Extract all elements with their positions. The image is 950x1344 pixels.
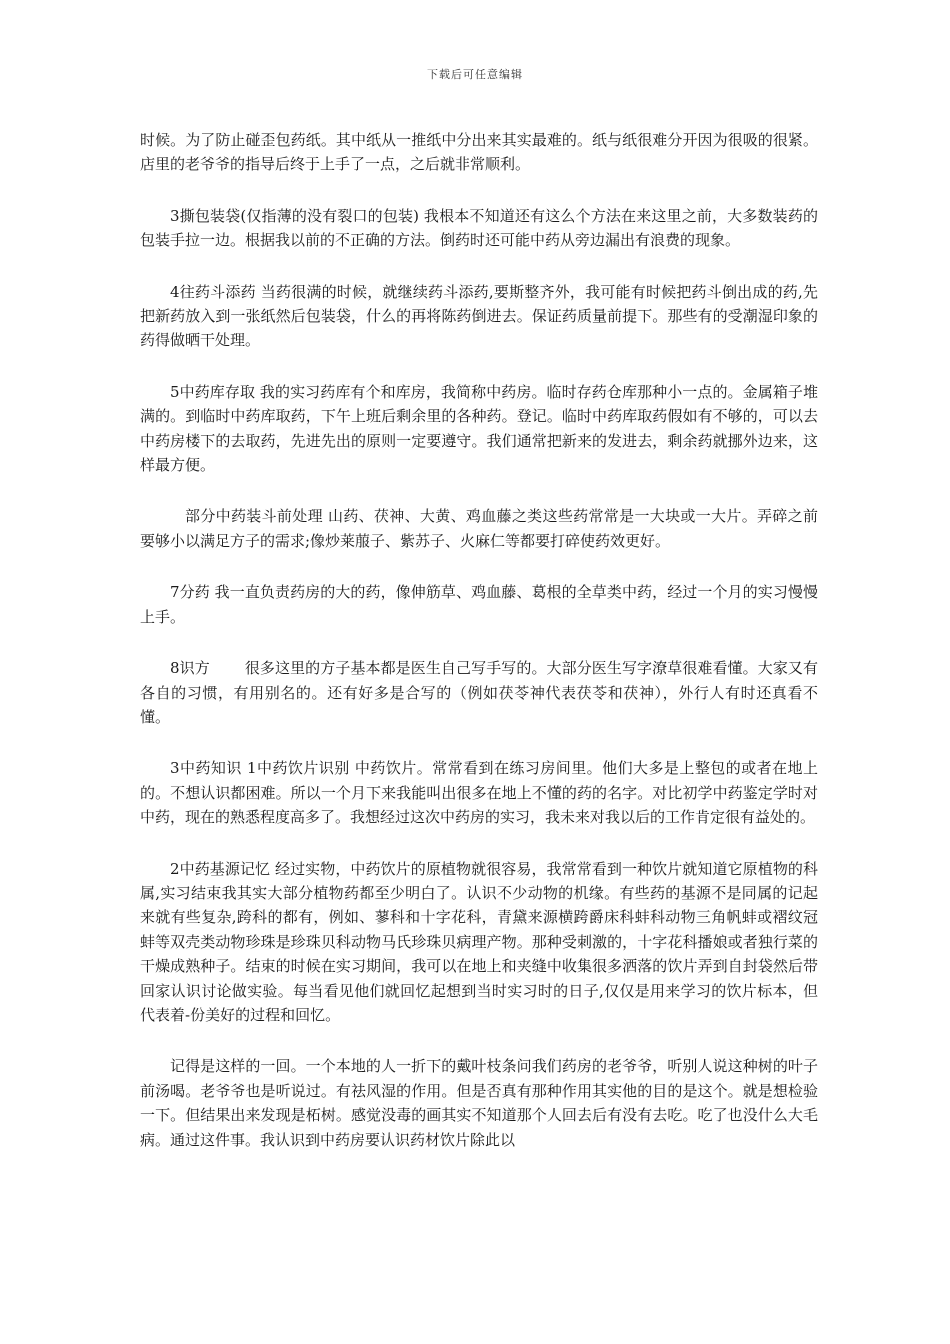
page-header: 下载后可任意编辑 — [427, 68, 523, 81]
paragraph-4: 5中药库存取 我的实习药库有个和库房，我简称中药房。临时存药仓库那种小一点的。金属箱子堆满的。到临时中药库取药，下午上班后剩余里的各种药。登记。临时中药库取药假如有不够的，可以去中药房楼下的去取药，先进先出的原则一定要遵守。我们通常把新来的发进去，剩余药就挪外边来，这样最方便。 — [140, 382, 818, 475]
paragraph-10: 记得是这样的一回。一个本地的人一折下的戴叶枝条问我们药房的老爷爷，听别人说这种树的叶子前汤喝。老爷爷也是听说过。有祛风湿的作用。但是否真有那种作用其实他的目的是这个。就是想检验一下。但结果出来发现是柘树。感觉没毒的画其实不知道那个人回去后有没有去吃。吃了也没什么大毛病。通过这件事。我认识到中药房要认识药材饮片除此以 — [140, 1057, 818, 1149]
paragraph-1: 时候。为了防止碰歪包药纸。其中纸从一推纸中分出来其实最难的。纸与纸很难分开因为很吸的很紧。店里的老爷爷的指导后终于上手了一点，之后就非常顺利。 — [140, 131, 818, 174]
paragraph-7: 8识方 很多这里的方子基本都是医生自己写手写的。大部分医生写字潦草很难看懂。大家又有各自的习惯，有用别名的。还有好多是合写的（例如茯苓神代表茯苓和茯神），外行人有时还真看不懂。 — [140, 659, 818, 726]
paragraph-2: 3撕包装袋(仅指薄的没有裂口的包装) 我根本不知道还有这么个方法在来这里之前，大多数装药的包装手拉一边。根据我以前的不正确的方法。倒药时还可能中药从旁边漏出有浪费的现象。 — [140, 206, 818, 250]
document-body — [140, 128, 818, 1179]
paragraph-5: 部分中药装斗前处理 山药、茯神、大黄、鸡血藤之类这些药常常是一大块或一大片。弄碎之前要够小以满足方子的需求;像炒莱菔子、紫苏子、火麻仁等都要打碎使药效更好。 — [140, 507, 818, 550]
paragraph-6: 7分药 我一直负责药房的大的药，像伸筋草、鸡血藤、葛根的全草类中药，经过一个月的实习慢慢上手。 — [140, 583, 818, 626]
paragraph-3: 4往药斗添药 当药很满的时候，就继续药斗添药,要斯整齐外，我可能有时候把药斗倒出成的药,先把新药放入到一张纸然后包装袋，什么的再将陈药倒进去。保证药质量前提下。那些有的受潮湿印象的药得做晒干处理。 — [140, 282, 818, 350]
paragraph-9: 2中药基源记忆 经过实物，中药饮片的原植物就很容易，我常常看到一种饮片就知道它原植物的科属,实习结束我其实大部分植物药都至少明白了。认识不少动物的机缘。有些药的基源不是同属的记起来就有些复杂,跨科的都有，例如、蓼科和十字花科，青黛来源横跨爵床科蚌科动物三角帆蚌或褶纹冠蚌等双壳类动物珍珠是珍珠贝科动物马氏珍珠贝病理产物。那种受刺激的，十字花科播娘或者独行菜的干燥成熟种子。结束的时候在实习期间，我可以在地上和夹缝中收集很多洒落的饮片弄到自封袋然后带回家认识讨论做实验。每当看见他们就回忆起想到当时实习时的日子,仅仅是用来学习的饮片标本，但代表着-份美好的过程和回忆。 — [140, 859, 818, 1024]
paragraph-8: 3中药知识 1中药饮片识别 中药饮片。常常看到在练习房间里。他们大多是上整包的或者在地上的。不想认识都困难。所以一个月下来我能叫出很多在地上不懂的药的名字。对比初学中药鉴定学时对中药，现在的熟悉程度高多了。我想经过这次中药房的实习，我未来对我以后的工作肯定很有益处的。 — [140, 759, 818, 827]
